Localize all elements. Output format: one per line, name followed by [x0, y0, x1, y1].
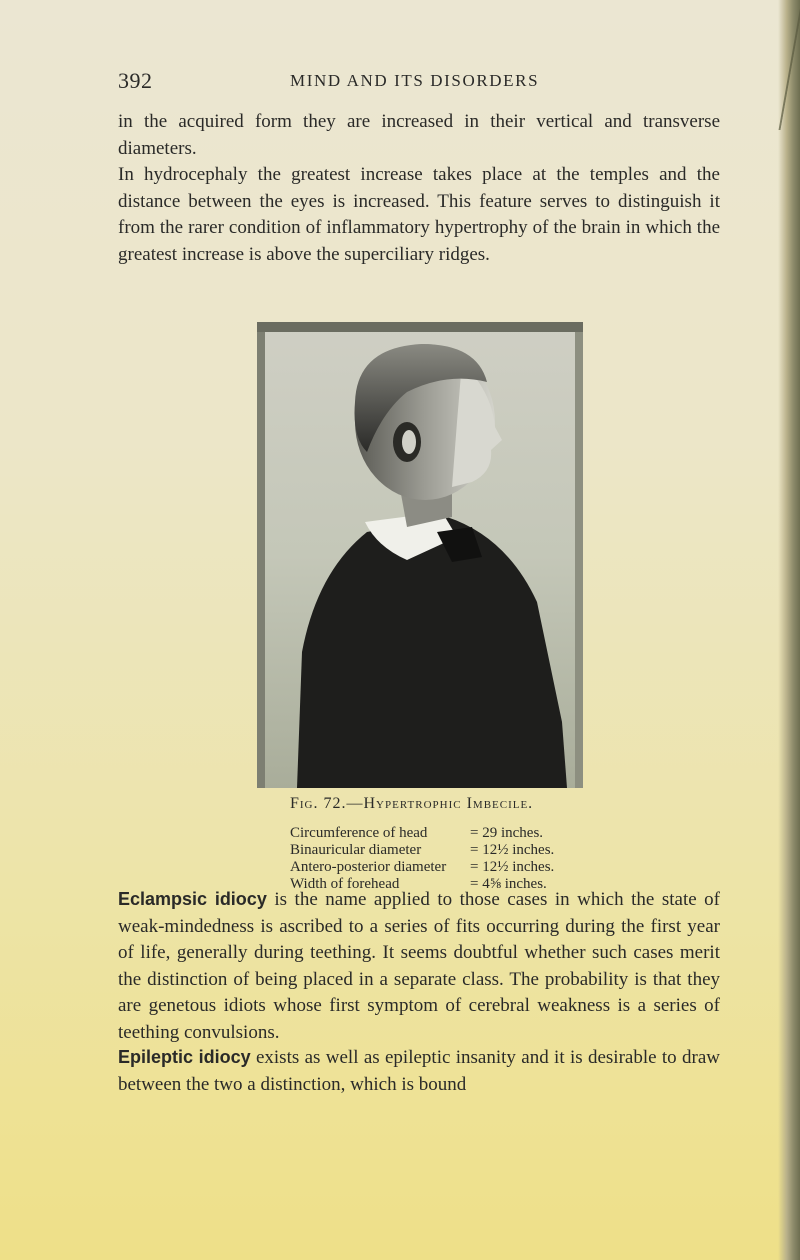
term-epileptic-idiocy: Epileptic idiocy: [118, 1047, 251, 1067]
measurement-value: = 12½ inches.: [470, 842, 555, 858]
measurement-label: Circumference of head: [290, 825, 428, 841]
measurement-value: = 4⅝ inches.: [470, 876, 547, 892]
paragraph-4-text: exists as well as epileptic insanity and it is desirable to draw between the two a distinction, which is bound: [118, 1047, 720, 1095]
paragraph-3: [118, 886, 720, 1046]
running-head: [118, 68, 718, 96]
measurement-row: [270, 859, 600, 876]
measurement-value: = 29 inches.: [470, 825, 544, 841]
measurement-label: Antero-posterior diameter: [290, 859, 447, 875]
book-title: MIND AND ITS DISORDERS: [290, 71, 540, 90]
measurement-row: [270, 842, 600, 859]
figure-title: Fig. 72.—Hypertrophic Imbecile.: [290, 795, 534, 812]
paragraph-2-text: In hydrocephaly the greatest increase takes place at the temples and the distance between the eyes is increased. This feature serves to distinguish it from the rarer condition of inflammatory hypertrophy of the brain in which the greatest increase is above the superciliary ridges.: [118, 164, 720, 265]
paragraph-3-text: is the name applied to those cases in which the state of weak-mindedness is ascribed to a series of fits occurring during the first year of life, generally during teething. It seems doubtful whether such cases merit the distinction of being placed in a separate class. The probability is that they are genetous idiots whose first symptom of cerebral weakness is a series of teething convulsions.: [118, 889, 720, 1043]
figure-photograph: [257, 322, 583, 788]
measurement-value: = 12½ inches.: [470, 859, 555, 875]
term-eclampsic-idiocy: Eclampsic idiocy: [118, 889, 267, 909]
measurement-label: Binauricular diameter: [290, 842, 422, 858]
measurement-label: Width of forehead: [290, 876, 400, 892]
paragraph-2: [118, 162, 720, 268]
figure-caption: [270, 795, 600, 893]
imbecile-portrait-illustration: [257, 322, 583, 788]
paragraph-1: in the acquired form they are increased in their vertical and transverse diameters.: [118, 111, 720, 159]
page-number: 392: [118, 68, 153, 93]
measurement-row: [270, 825, 600, 842]
page-edge-shadow: [778, 0, 800, 1260]
paragraph-4: [118, 1044, 720, 1098]
